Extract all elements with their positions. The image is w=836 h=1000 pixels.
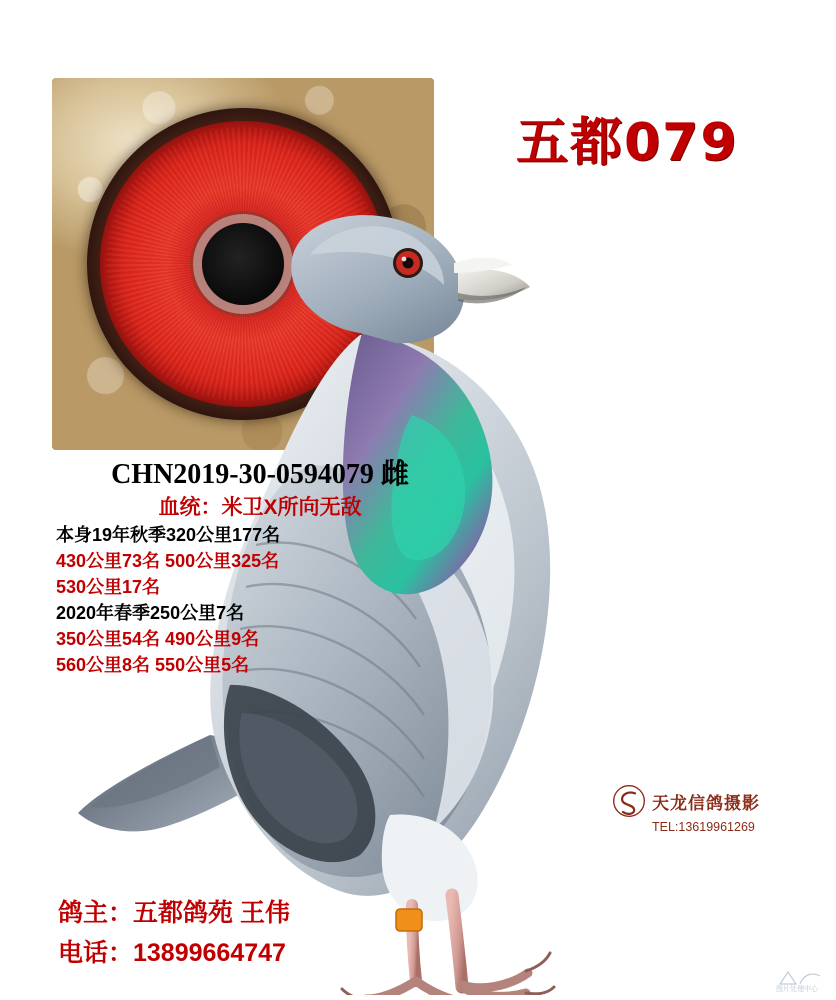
owner-phone-line: 电话：13899664747: [58, 939, 286, 967]
swirl-s-logo-icon: [612, 784, 646, 818]
result-line: 2020年春季250公里7名: [56, 603, 245, 623]
ring-number: CHN2019-30-0594079 雌: [111, 459, 409, 490]
bloodline: 血统：米卫X所向无敌: [158, 496, 362, 519]
race-results-list: [56, 522, 476, 678]
result-line: 350公里54名 490公里9名: [56, 629, 260, 649]
corner-watermark-text: 图片处理中心: [776, 986, 818, 993]
result-line: 530公里17名: [56, 577, 161, 597]
result-line: 本身19年秋季320公里177名: [56, 525, 281, 545]
studio-watermark: [612, 784, 812, 834]
result-line: 430公里73名 500公里325名: [56, 551, 280, 571]
owner-name-line: 鸽主：五都鸽苑 王伟: [58, 899, 290, 927]
owner-info: [58, 893, 290, 973]
result-line: 560公里8名 550公里5名: [56, 655, 250, 675]
studio-tel: TEL:13619961269: [652, 820, 755, 834]
studio-name: 天龙信鸽摄影: [652, 793, 760, 813]
corner-watermark: [776, 968, 830, 994]
poster-title: 五都079: [516, 113, 739, 173]
